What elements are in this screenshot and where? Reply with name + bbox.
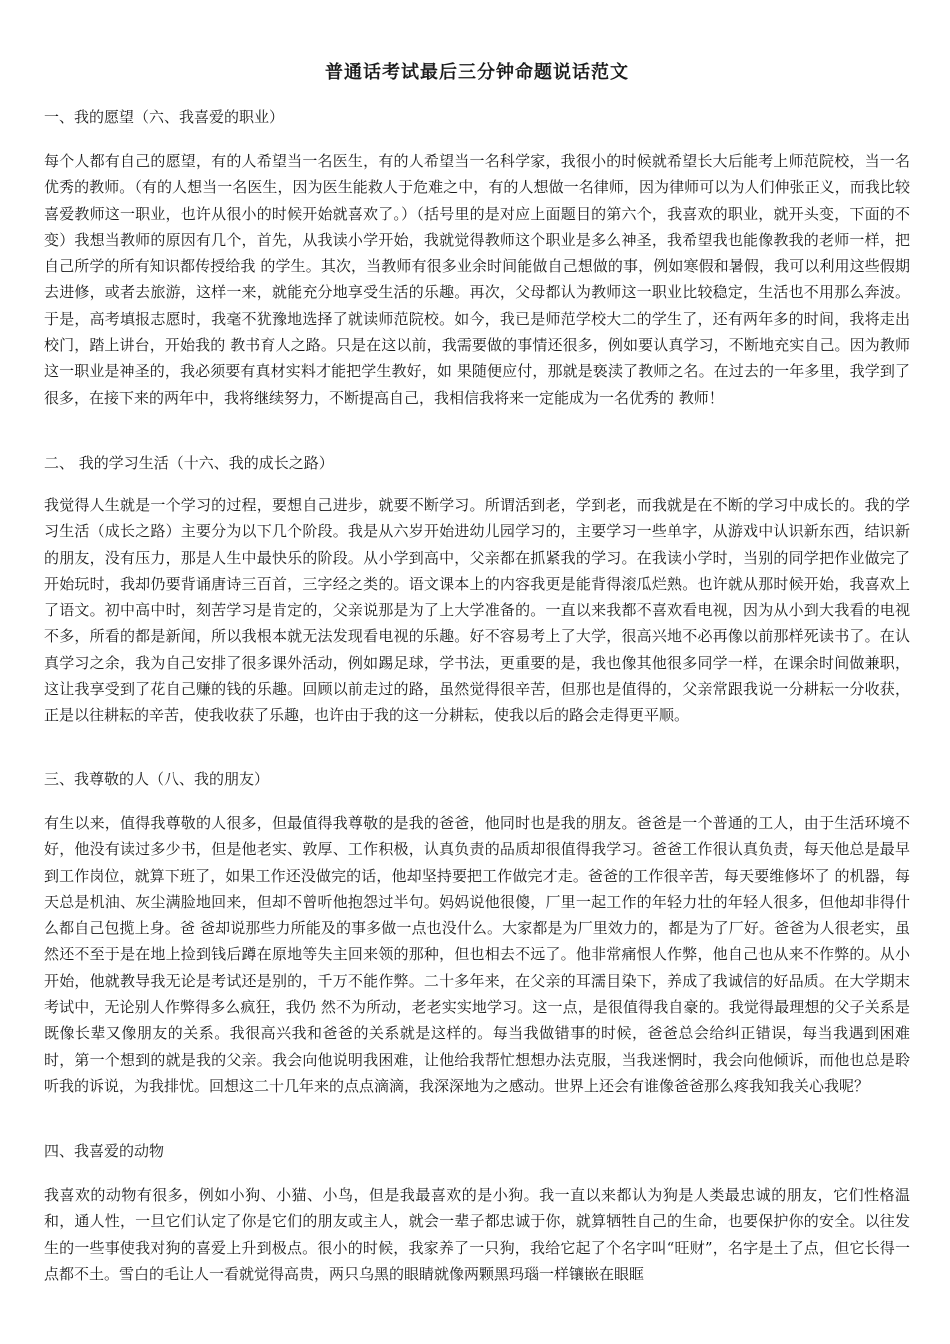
section-heading-2: 二、 我的学习生活（十六、我的成长之路）	[44, 454, 334, 472]
section-heading-1: 一、我的愿望（六、我喜爱的职业）	[44, 108, 285, 126]
section-body-4: 我喜欢的动物有很多，例如小狗、小猫、小鸟，但是我最喜欢的是小狗。我一直以来都认为狗是人类最忠诚的朋友，它们性格温和，通人性，一旦它们认定了你是它们的朋友或主人，就会一辈子都忠诚于你，就算牺牲自己的生命，也要保护你的安全。以往发生的一些事使我对狗的喜爱上升到极点。很小的时候，我家养了一只狗，我给它起了个名字叫“旺财”，名字是土了点，但它长得一点都不土。雪白的毛让人一看就觉得高贵，两只乌黑的眼睛就像两颗黑玛瑙一样镶嵌在眼眶	[44, 1186, 910, 1283]
section-heading-4: 四、我喜爱的动物	[44, 1142, 165, 1160]
section-body-3: 有生以来，值得我尊敬的人很多，但最值得我尊敬的是我的爸爸，他同时也是我的朋友。爸爸是一个普通的工人，由于生活环境不好，他没有读过多少书，但是他老实、敦厚、工作积极，认真负责的品质却很值得我学习。爸爸工作很认真负责，每天他总是最早到工作岗位，就算下班了，如果工作还没做完的话，他却坚持要把工作做完才走。爸爸的工作很辛苦，每天要维修坏了 的机器，每天总是机油、灰尘满脸地回来，但却不曾听他抱怨过半句。妈妈说他很傻，厂里一起工作的年轻力壮的年轻人很多，但他却非得什么都自己包揽上身。爸 爸却说那些力所能及的事多做一点也没什么。大家都是为厂里效力的，都是为了厂好。爸爸为人很老实，虽然还不至于是在地上捡到钱后蹲在原地等失主回来领的那种，但也相去不远了。他非常痛恨人作弊，他自己也从来不作弊的。从小开始，他就教导我无论是考试还是别的，千万不能作弊。二十多年来，在父亲的耳濡目染下，养成了我诚信的好品质。在大学期末考试中，无论别人作弊得多么疯狂，我仍 然不为所动，老老实实地学习。这一点，是很值得我自豪的。我觉得最理想的父子关系是既像长辈又像朋友的关系。我很高兴我和爸爸的关系就是这样的。每当我做错事的时候，爸爸总会给纠正错误，每当我遇到困难 时，第一个想到的就是我的父亲。我会向他说明我困难，让他给我帮忙想想办法克服，当我迷惘时，我会向他倾诉，而他也总是聆听我的诉说，为我排忧。回想这二十几年来的点点滴滴，我深深地为之感动。世界上还会有谁像爸爸那么疼我知我关心我呢？	[44, 814, 910, 1095]
section-body-1: 每个人都有自己的愿望，有的人希望当一名医生，有的人希望当一名科学家，我很小的时候就希望长大后能考上师范院校，当一名优秀的教师。（有的人想当一名医生，因为医生能救人于危难之中，有的人想做一名律师，因为律师可以为人们伸张正义，而我比较喜爱教师这一职业，也许从很小的时候开始就喜欢了。）（括号里的是对应上面题目的第六个，我喜欢的职业，就开头变，下面的不变）我想当教师的原因有几个，首先，从我读小学开始，我就觉得教师这个职业是多么神圣，我希望我也能像教我的老师一样，把自己所学的所有知识都传授给我 的学生。其次，当教师有很多业余时间能做自己想做的事，例如寒假和暑假，我可以利用这些假期去进修，或者去旅游，这样一来，就能充分地享受生活的乐趣。再次，父母都认为教师这一职业比较稳定，生活也不用那么奔波。于是，高考填报志愿时，我毫不犹豫地选择了就读师范院校。如今，我已是师范学校大二的学生了，还有两年多的时间，我将走出校门，踏上讲台，开始我的 教书育人之路。只是在这以前，我需要做的事情还很多，例如要认真学习，不断地充实自己。因为教师这一职业是神圣的，我必须要有真材实料才能把学生教好，如 果随便应付，那就是亵渎了教师之名。在过去的一年多里，我学到了很多，在接下来的两年中，我将继续努力，不断提高自己，我相信我将来一定能成为一名优秀的 教师！	[44, 152, 910, 407]
section-heading-3: 三、我尊敬的人（八、我的朋友）	[44, 770, 270, 788]
document-title: 普通话考试最后三分钟命题说话范文	[325, 62, 629, 83]
section-body-2: 我觉得人生就是一个学习的过程，要想自己进步，就要不断学习。所谓活到老，学到老，而我就是在不断的学习中成长的。我的学习生活（成长之路）主要分为以下几个阶段。我是从六岁开始进幼儿园学习的，主要学习一些单字，从游戏中认识新东西，结识新的朋友，没有压力，那是人生中最快乐的阶段。从小学到高中，父亲都在抓紧我的学习。在我读小学时，当别的同学把作业做完了开始玩时，我却仍要背诵唐诗三百首，三字经之类的。语文课本上的内容我更是能背得滚瓜烂熟。也许就从那时候开始，我喜欢上了语文。初中高中时，刻苦学习是肯定的，父亲说那是为了上大学准备的。一直以来我都不喜欢看电视，因为从小到大我看的电视不多，所看的都是新闻，所以我根本就无法发现看电视的乐趣。好不容易考上了大学，很高兴地不必再像以前那样死读书了。在认真学习之余，我为自己安排了很多课外活动，例如踢足球，学书法，更重要的是，我也像其他很多同学一样，在课余时间做兼职，这让我享受到了花自己赚的钱的乐趣。回顾以前走过的路，虽然觉得很辛苦，但那也是值得的，父亲常跟我说一分耕耘一分收获，正是以往耕耘的辛苦，使我收获了乐趣，也许由于我的这一分耕耘，使我以后的路会走得更平顺。	[44, 496, 910, 725]
